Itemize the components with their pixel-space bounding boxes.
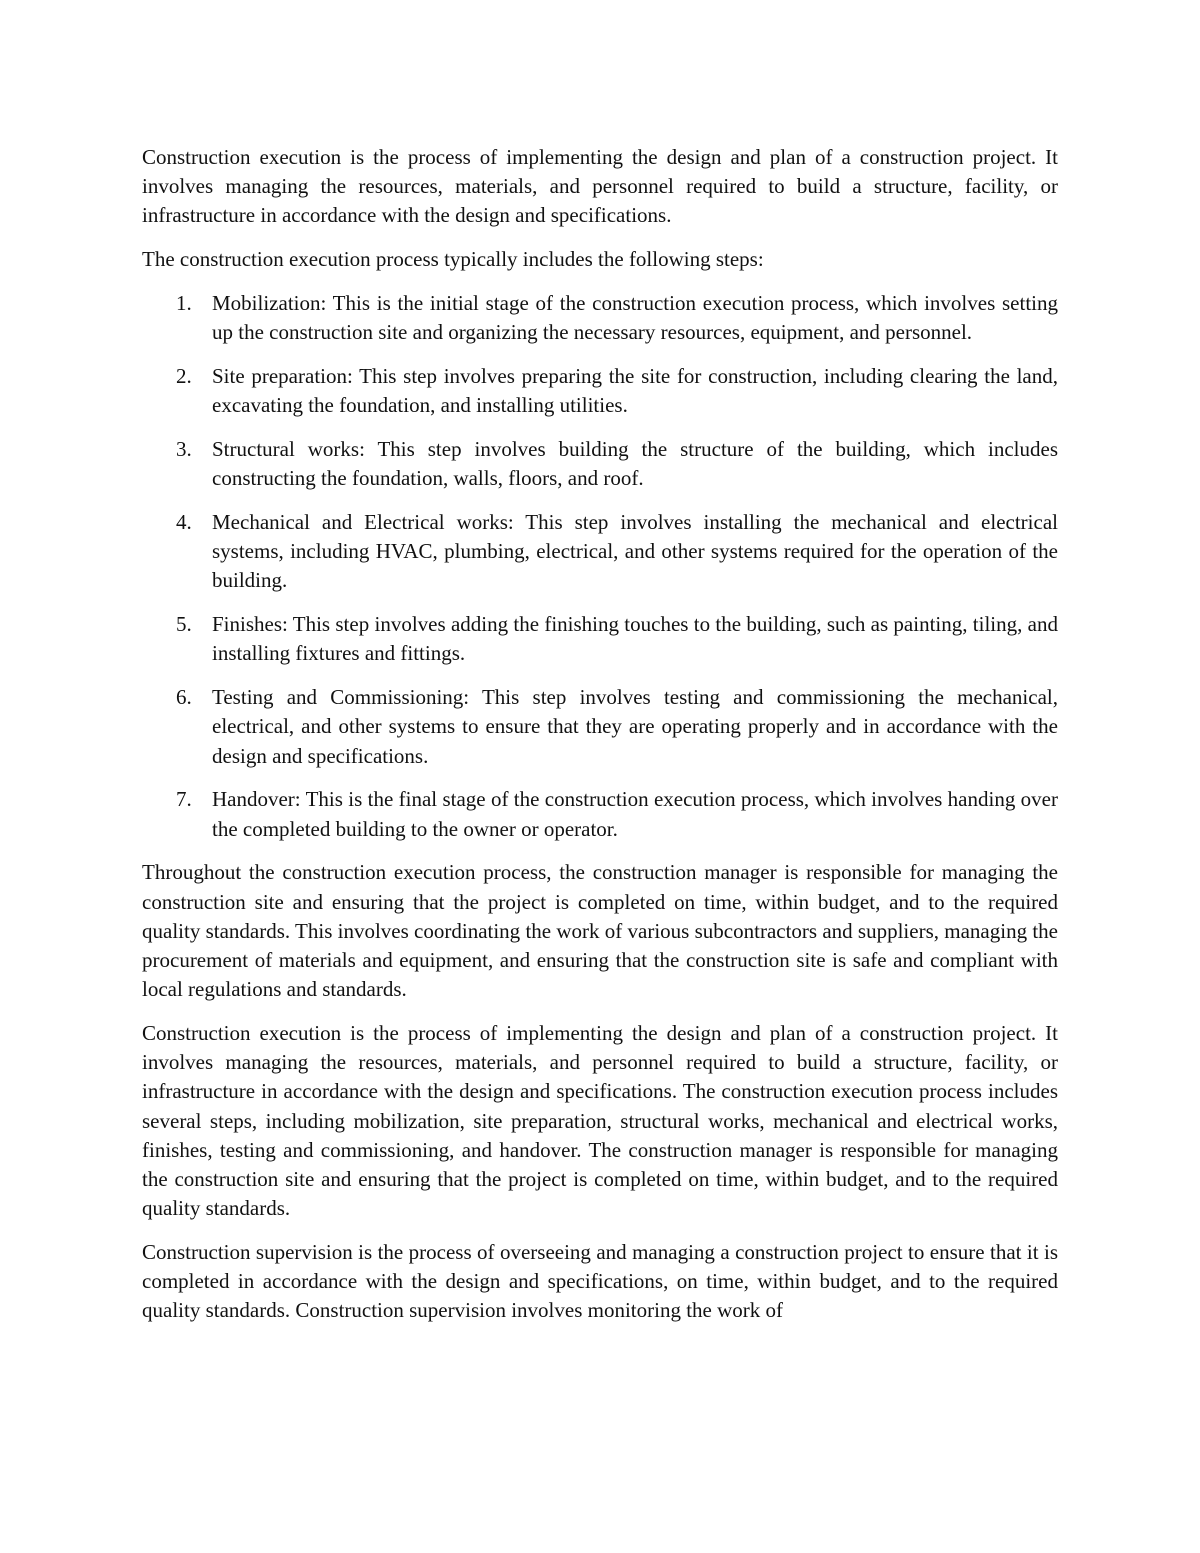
list-item — [142, 508, 1058, 596]
list-item-number: 1. — [176, 291, 192, 315]
list-item — [142, 435, 1058, 493]
list-item-number: 3. — [176, 437, 192, 461]
list-item-number: 6. — [176, 685, 192, 710]
list-item — [142, 289, 1058, 347]
paragraph-supervision: Construction supervision is the process of overseeing and managing a construction project to ensure that it is completed in accordance with the design and specifications, on time, within budget, and to the required quality standards. Construction supervision involves monitoring the work of — [142, 1240, 1058, 1323]
list-item-text: Mechanical and Electrical works: This step involves installing the mechanical and electrical systems, including HVAC, plumbing, electrical, and other systems required for the operation of the building. — [212, 510, 1058, 593]
steps-list — [142, 289, 1058, 844]
list-item — [142, 785, 1058, 843]
list-item-number: 7. — [176, 787, 192, 812]
steps-intro: The construction execution process typically includes the following steps: — [142, 247, 764, 272]
list-item-number: 4. — [176, 510, 192, 534]
list-item-number: 2. — [176, 364, 192, 388]
document-body — [142, 143, 1058, 1340]
list-item-number: 5. — [176, 612, 192, 637]
list-item-text: Structural works: This step involves building the structure of the building, which includes constructing the foundation, walls, floors, and roof. — [212, 437, 1058, 491]
list-item-text: Site preparation: This step involves preparing the site for construction, including clearing the land, excavating the foundation, and installing utilities. — [212, 364, 1058, 418]
list-item — [142, 610, 1058, 668]
list-item-text: Mobilization: This is the initial stage of the construction execution process, which involves setting up the construction site and organizing the necessary resources, equipment, and personnel. — [212, 291, 1058, 345]
paragraph-manager-role: Throughout the construction execution process, the construction manager is responsible for managing the construction site and ensuring that the project is completed on time, within budget, and to the required quality standards. This involves coordinating the work of various subcontractors and suppliers, managing the procurement of materials and equipment, and ensuring that the construction site is safe and compliant with local regulations and standards. — [142, 860, 1058, 1002]
paragraph-summary: Construction execution is the process of implementing the design and plan of a construction project. It involves managing the resources, materials, and personnel required to build a structure, facility, or infrastructure in accordance with the design and specifications. The construction execution process includes several steps, including mobilization, site preparation, structural works, mechanical and electrical works, finishes, testing and commissioning, and handover. The construction manager is responsible for managing the construction site and ensuring that the project is completed on time, within budget, and to the required quality standards. — [142, 1021, 1058, 1221]
list-item-text: Handover: This is the final stage of the construction execution process, which involves handing over the completed building to the owner or operator. — [212, 787, 1058, 841]
list-item-text: Finishes: This step involves adding the finishing touches to the building, such as painting, tiling, and installing fixtures and fittings. — [212, 612, 1058, 666]
list-item — [142, 362, 1058, 420]
list-item-text: Testing and Commissioning: This step involves testing and commissioning the mechanical, electrical, and other systems to ensure that they are operating properly and in accordance with the design and specifications. — [212, 685, 1058, 768]
list-item — [142, 683, 1058, 771]
paragraph-intro: Construction execution is the process of implementing the design and plan of a construction project. It involves managing the resources, materials, and personnel required to build a structure, facility, or infrastructure in accordance with the design and specifications. — [142, 145, 1058, 228]
